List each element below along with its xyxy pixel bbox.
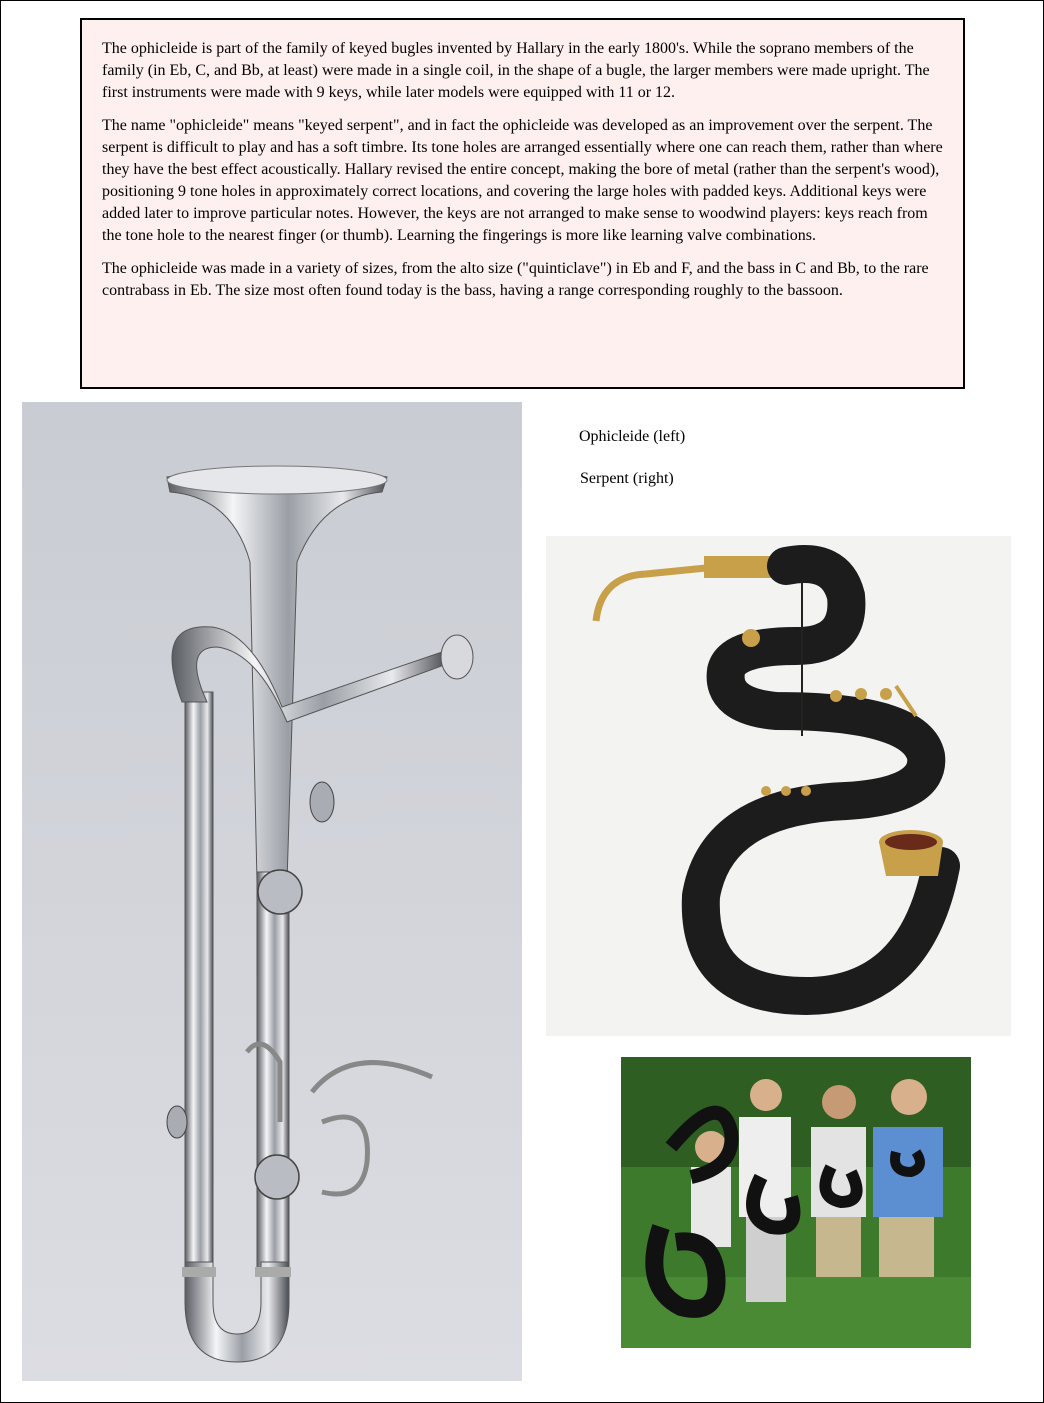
paragraph-name-meaning: The name "ophicleide" means "keyed serpent", and in fact the ophicleide was developed as an improvement over the serpent. The serpent is difficult to play and has a soft timbre. Its tone holes are arranged essentially where one can reach them, rather than where they have the best effect acoustically. Hallary revised the entire concept, making the bore of metal (rather than the serpent's wood), positioning 9 tone holes in approximately correct locations, and covering the large holes with padded keys. Additional keys were added later to improve particular notes. However, the keys are not arranged to make sense to woodwind players: keys reach from the tone hole to the nearest finger (or thumb). Learning the fingerings is more like learning valve combinations. [102, 117, 943, 244]
article-text-box [80, 18, 965, 389]
caption-ophicleide: Ophicleide (left) [579, 428, 686, 445]
group-photo-serpents [621, 1057, 971, 1348]
paragraph-sizes: The ophicleide was made in a variety of sizes, from the alto size ("quinticlave") in Eb and F, and the bass in C and Bb, to the rare contrabass in Eb. The size most often found today is the bass, having a range corresponding roughly to the bassoon. [102, 260, 929, 299]
caption-serpent: Serpent (right) [580, 470, 674, 487]
paragraph-history: The ophicleide is part of the family of keyed bugles invented by Hallary in the early 1800's. While the soprano members of the family (in Eb, C, and Bb, at least) were made in a single coil, in the shape of a bugle, the larger members were made upright. The first instruments were made with 9 keys, while later models were equipped with 11 or 12. [102, 40, 930, 101]
serpent-photo [546, 536, 1011, 1036]
ophicleide-photo [22, 402, 522, 1381]
